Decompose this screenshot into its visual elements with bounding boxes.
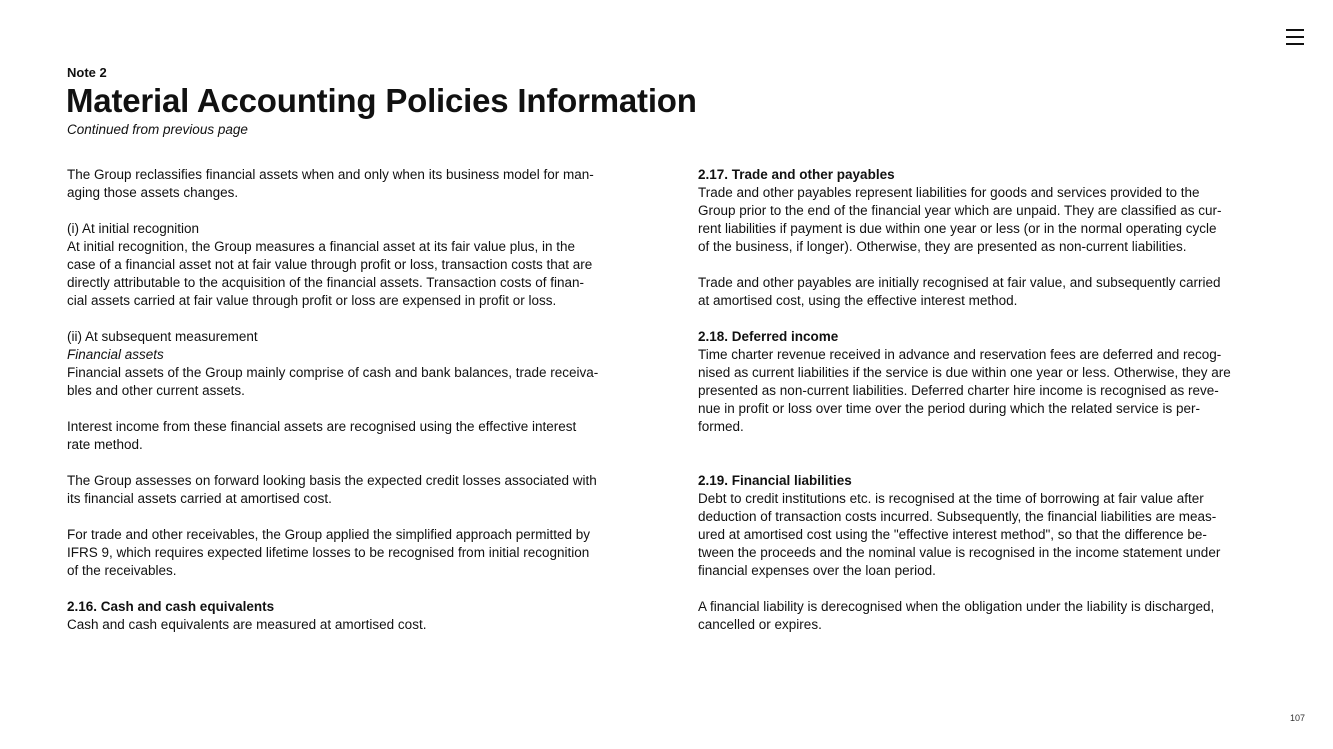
text-line: rent liabilities if payment is due within one year or less (or in the normal operating cycle bbox=[698, 221, 1217, 236]
financial-liabilities-paragraph bbox=[698, 490, 1272, 580]
text-line: of the business, if longer). Otherwise, they are presented as non-current liabilities. bbox=[698, 239, 1187, 254]
text-line: aging those assets changes. bbox=[67, 185, 239, 200]
menu-bar bbox=[1286, 36, 1304, 38]
text-line: deduction of transaction costs incurred. Subsequently, the financial liabilities are meas- bbox=[698, 509, 1217, 524]
subsequent-measurement-heading: (ii) At subsequent measurement bbox=[67, 329, 258, 344]
text-line: presented as non-current liabilities. Deferred charter hire income is recognised as reve- bbox=[698, 383, 1219, 398]
text-line: case of a financial asset not at fair value through profit or loss, transaction costs that are bbox=[67, 257, 593, 272]
text-line: IFRS 9, which requires expected lifetime losses to be recognised from initial recognition bbox=[67, 545, 590, 560]
initial-recognition-paragraph bbox=[67, 238, 642, 310]
menu-bar bbox=[1286, 43, 1304, 45]
deferred-income-heading: 2.18. Deferred income bbox=[698, 329, 839, 344]
text-line: Debt to credit institutions etc. is recognised at the time of borrowing at fair value after bbox=[698, 491, 1204, 506]
text-line: of the receivables. bbox=[67, 563, 177, 578]
initial-recognition-heading: (i) At initial recognition bbox=[67, 221, 200, 236]
text-line: cancelled or expires. bbox=[698, 617, 822, 632]
text-line: at amortised cost, using the effective interest method. bbox=[698, 293, 1018, 308]
text-line: Interest income from these financial assets are recognised using the effective interest bbox=[67, 419, 577, 434]
page-number: 107 bbox=[1290, 713, 1306, 723]
text-line: rate method. bbox=[67, 437, 143, 452]
text-line: Group prior to the end of the financial year which are unpaid. They are classified as cur- bbox=[698, 203, 1222, 218]
text-line: Trade and other payables are initially recognised at fair value, and subsequently carried bbox=[698, 275, 1221, 290]
text-line: cial assets carried at fair value through profit or loss are expensed in profit or loss. bbox=[67, 293, 557, 308]
trade-payables-heading: 2.17. Trade and other payables bbox=[698, 167, 895, 182]
subtitle: Continued from previous page bbox=[67, 122, 248, 137]
text-line: nue in profit or loss over time over the period during which the related service is per- bbox=[698, 401, 1200, 416]
text-line: A financial liability is derecognised when the obligation under the liability is discharged, bbox=[698, 599, 1215, 614]
text-line: Time charter revenue received in advance and reservation fees are deferred and recog- bbox=[698, 347, 1222, 362]
financial-liabilities-heading: 2.19. Financial liabilities bbox=[698, 473, 852, 488]
trade-receivables-paragraph bbox=[67, 526, 642, 580]
financial-assets-paragraph bbox=[67, 364, 642, 400]
text-line: formed. bbox=[698, 419, 744, 434]
interest-income-paragraph bbox=[67, 418, 642, 454]
page-title: Material Accounting Policies Information bbox=[66, 82, 697, 119]
deferred-income-paragraph bbox=[698, 346, 1272, 436]
text-line: The Group assesses on forward looking basis the expected credit losses associated with bbox=[67, 473, 597, 488]
text-line: Trade and other payables represent liabilities for goods and services provided to the bbox=[698, 185, 1200, 200]
text-line: nised as current liabilities if the service is due within one year or less. Otherwise, they are bbox=[698, 365, 1231, 380]
menu-bar bbox=[1286, 29, 1304, 31]
text-line: For trade and other receivables, the Group applied the simplified approach permitted by bbox=[67, 527, 591, 542]
text-line: tween the proceeds and the nominal value is recognised in the income statement under bbox=[698, 545, 1221, 560]
text-line: ured at amortised cost using the "effective interest method", so that the difference be- bbox=[698, 527, 1207, 542]
text-line: financial expenses over the loan period. bbox=[698, 563, 936, 578]
hamburger-menu-icon[interactable] bbox=[1284, 26, 1308, 48]
cash-equivalents-heading: 2.16. Cash and cash equivalents bbox=[67, 599, 275, 614]
financial-assets-label: Financial assets bbox=[67, 347, 164, 362]
derecognition-paragraph bbox=[698, 598, 1272, 634]
text-line: Financial assets of the Group mainly comprise of cash and bank balances, trade receiva- bbox=[67, 365, 599, 380]
credit-losses-paragraph bbox=[67, 472, 642, 508]
reclassification-paragraph bbox=[67, 166, 642, 202]
trade-payables-paragraph bbox=[698, 184, 1272, 256]
text-line: The Group reclassifies financial assets when and only when its business model for man- bbox=[67, 167, 594, 182]
left-column bbox=[67, 166, 642, 634]
text-line: At initial recognition, the Group measures a financial asset at its fair value plus, in the bbox=[67, 239, 576, 254]
text-line: its financial assets carried at amortised cost. bbox=[67, 491, 332, 506]
right-column bbox=[698, 166, 1272, 634]
text-line: bles and other current assets. bbox=[67, 383, 245, 398]
cash-equivalents-paragraph: Cash and cash equivalents are measured at amortised cost. bbox=[67, 617, 427, 632]
note-label: Note 2 bbox=[67, 65, 107, 80]
text-line: directly attributable to the acquisition of the financial assets. Transaction costs of finan- bbox=[67, 275, 585, 290]
trade-payables-measurement-paragraph bbox=[698, 274, 1272, 310]
